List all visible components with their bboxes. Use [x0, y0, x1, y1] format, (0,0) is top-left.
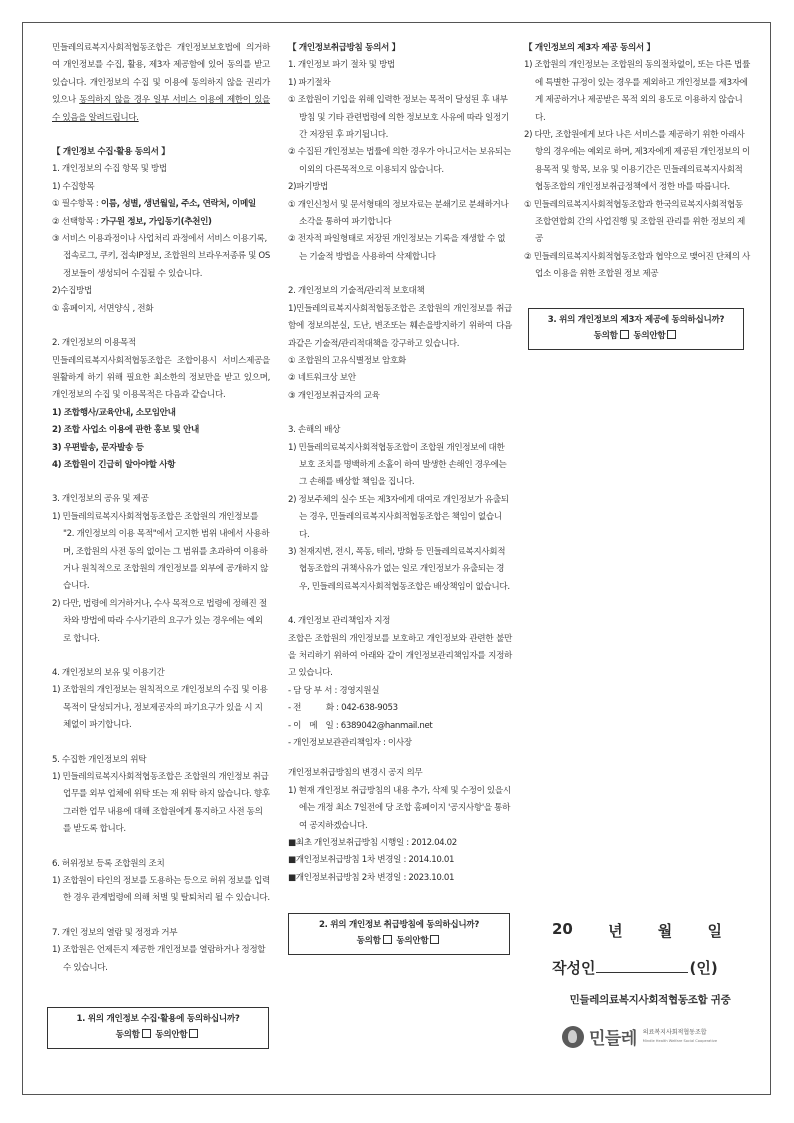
s1-title: 1. 개인정보의 수집 항목 및 방법	[52, 164, 167, 175]
disagree-checkbox[interactable]	[430, 935, 439, 944]
s2-title: 2. 개인정보의 이용목적	[52, 338, 136, 349]
issuer-line: 민들레의료복지사회적협동조합 귀중	[569, 994, 731, 1006]
notice-item: 1) 현재 개인정보 취급방침의 내용 추가, 삭제 및 수정이 있을시에는 개정 최소 7일전에 당 조합 홈페이지 '공지사항'을 통하여 공지하겠습니다.	[288, 785, 511, 831]
third-party-subitem: ② 민들레의료복지사회적협동조합과 협약으로 맺어진 단체의 사업소 이용을 위한 조합원 정보 제공	[524, 251, 751, 280]
consent-question: 3. 위의 개인정보의 제3자 제공에 동의하십니까?	[547, 315, 725, 325]
agree-label: 동의함	[356, 936, 381, 946]
logo-sub-en: Mindle Health Welfare Social Cooperative	[642, 1038, 718, 1043]
agree-label: 동의함	[115, 1030, 140, 1040]
p-s5-title: 개인정보취급방침의 변경시 공지 의무	[288, 768, 423, 779]
p-s1-sub2: 2)파기방법	[288, 182, 328, 193]
history-line: ■최초 개인정보취급방침 시행일 : 2012.04.02	[288, 838, 457, 849]
section-title-policy: 【 개인정보취급방침 동의서 】	[288, 43, 400, 53]
intro-text: 민들레의료복지사회적협동조합은 개인정보보호법에 의거하여 개인정보를 수집, 활용, 제3자 제공함에 있어 동의를 받고 있습니다. 개인정보의 수집 및 이용에 동의하지 않을 권리가 있으나 동의하지 않을 경우 일부 서비스 이용에 제한이 있을 수 있음을 알려드립니다.	[52, 43, 271, 123]
p-s4-title: 4. 개인정보 관리책임자 지정	[288, 616, 391, 627]
seal-label: (인)	[689, 959, 718, 977]
logo-name: 민들레	[589, 1029, 637, 1049]
optional-items: ② 선택항목 : 가구원 정보, 가입동기(추천인)	[52, 216, 212, 227]
third-party-item: 2) 다만, 조합원에게 보다 나은 서비스를 제공하기 위한 아래사항의 경우에는 예외로 하며, 제3자에게 제공된 개인정보의 이용목적 및 항목, 보유 및 이용기간은 민들레의료복지사회적협동조합의 개인정보취급정책에서 정한 바를 따릅니다.	[524, 130, 751, 193]
contact-line: - 전 화 : 042-638-9053	[288, 703, 398, 714]
consent-options	[48, 1027, 268, 1043]
dandelion-logo-icon	[562, 1026, 584, 1048]
safeguard-item: ① 조합원의 고유식별정보 암호화	[288, 355, 406, 366]
contact-line: - 담 당 부 서 : 경영지원실	[288, 685, 380, 696]
p-s4-body: 조합은 조합원의 개인정보를 보호하고 개인정보와 관련한 불만을 처리하기 위하여 아래와 같이 개인정보관리책임자를 지정하고 있습니다.	[288, 633, 512, 679]
day-label: 일	[707, 922, 722, 940]
consent-options	[529, 328, 743, 344]
date-line	[552, 920, 722, 941]
damages-item: 2) 정보주체의 실수 또는 제3자에게 대여로 개인정보가 유출되는 경우, 민들레의료복지사회적협동조합은 책임이 없습니다.	[288, 494, 509, 540]
consent-question: 2. 위의 개인정보 취급방침에 동의하십니까?	[318, 920, 480, 930]
s1-sub2: 2)수집방법	[52, 286, 92, 297]
proc-item: ① 조합원이 기입을 위해 입력한 정보는 목적이 달성된 후 내부 방침 및 기타 관련법령에 의한 정보보호 사유에 따라 일정기간 저장된 후 파기됩니다.	[288, 95, 509, 141]
contact-line: - 개인정보보관관리책임자 : 이사장	[288, 738, 412, 749]
purpose-item: 2) 조합 사업소 이용에 관한 홍보 및 안내	[52, 425, 199, 436]
disagree-label: 동의안함	[155, 1030, 188, 1040]
s1-sub1: 1) 수집항목	[52, 181, 95, 192]
s3-title: 3. 개인정보의 공유 및 제공	[52, 494, 149, 505]
logo-sub-ko: 의료복지사회적협동조합	[642, 1028, 707, 1036]
s2-body: 민들레의료복지사회적협동조합은 조합이용시 서비스제공을 원활하게 하기 위해 필요한 최소한의 정보만을 받고 있으며, 개인정보의 수집 및 이용목적은 다음과 같습니다.	[52, 355, 270, 401]
disagree-label: 동의안함	[396, 936, 429, 946]
year-prefix[interactable]: 20	[552, 920, 573, 938]
purpose-item: 4) 조합원이 긴급히 알아야할 사항	[52, 459, 176, 470]
contact-line: - 이 메 일 : 6389042@hanmail.net	[288, 720, 433, 731]
column-personal-info-collection	[52, 40, 270, 977]
intro-underlined: 동의하지 않을 경우 일부 서비스 이용에 제한이 있을 수 있음을 알려드립니다.	[52, 95, 271, 123]
s7-title: 7. 개인 정보의 열람 및 정정과 거부	[52, 927, 178, 938]
consent-box-collection	[47, 1007, 269, 1049]
logo-subtitle	[643, 1029, 717, 1045]
consent-box-third-party	[528, 308, 744, 350]
section-title-collection: 【 개인정보 수집·활용 동의서 】	[52, 147, 170, 158]
organization-logo	[562, 1024, 717, 1049]
signature-field[interactable]	[596, 958, 688, 973]
third-party-subitem: ① 민들레의료복지사회적협동조합과 한국의료복지사회적협동조합연합회 간의 사업진행 및 조합원 관리를 위한 정보의 제공	[524, 199, 745, 245]
s1-item3: ③ 서비스 이용과정이나 사업처리 과정에서 서비스 이용기록, 접속로그, 쿠키, 접속IP정보, 조합원의 브라우저종류 및 OS 정보들이 생성되어 수집될 수 있습니다.	[52, 234, 270, 279]
purpose-item: 3) 우편발송, 문자발송 등	[52, 442, 144, 453]
agree-checkbox[interactable]	[142, 1029, 151, 1038]
s6-item: 1) 조합원이 타인의 정보를 도용하는 등으로 허위 정보를 입력한 경우 관계법령에 의해 처벌 및 탈퇴처리 될 수 있습니다.	[52, 876, 271, 904]
third-party-item: 1) 조합원의 개인정보는 조합원의 동의절차없이, 또는 다른 법률에 특별한 규정이 있는 경우를 제외하고 개인정보를 제3자에게 제공하거나 제공받은 목적 외의 용도로 이용하지 않습니다.	[524, 60, 750, 123]
s5-title: 5. 수집한 개인정보의 위탁	[52, 754, 147, 765]
month-label: 월	[657, 922, 673, 940]
s4-item: 1) 조합원의 개인정보는 원칙적으로 개인정보의 수집 및 이용목적이 달성되거나, 정보제공자의 파기요구가 있을 시 지체없이 파기합니다.	[52, 685, 268, 731]
author-label: 작성인	[552, 959, 596, 977]
damages-item: 1) 민들레의료복지사회적협동조합이 조합원 개인정보에 대한 보호 조치를 명백하게 소홀이 하여 발생한 손해인 경우에는 그 손해를 배상할 책임을 집니다.	[288, 442, 507, 488]
column-third-party	[524, 40, 750, 284]
disagree-checkbox[interactable]	[667, 330, 676, 339]
p-s2-body: 1)민들레의료복지사회적협동조합은 조합원의 개인정보를 취급함에 정보의분실, 도난, 변조또는 훼손을방지하기 위하여 다음과같은 기술적/관리적대책을 강구하고 있습니다.	[288, 303, 512, 349]
s3-item: 2) 다만, 법령에 의거하거나, 수사 목적으로 법령에 정해진 절차와 방법에 따라 수사기관의 요구가 있는 경우에는 예외로 합니다.	[52, 598, 267, 644]
agree-checkbox[interactable]	[620, 330, 629, 339]
year-label: 년	[608, 922, 623, 940]
consent-question: 1. 위의 개인정보 수집·활용에 동의하십니까?	[76, 1014, 240, 1024]
agree-label: 동의함	[593, 331, 618, 341]
p-s2-title: 2. 개인정보의 기술적/관리적 보호대책	[288, 286, 425, 297]
p-s1-sub1: 1) 파기절차	[288, 77, 331, 88]
required-items: ① 필수항목 : 이름, 성별, 생년월일, 주소, 연락처, 이메일	[52, 199, 256, 210]
s7-item: 1) 조합원은 언제든지 제공한 개인정보를 열람하거나 정정할 수 있습니다.	[52, 945, 266, 973]
proc-item: ② 수집된 개인정보는 법률에 의한 경우가 아니고서는 보유되는 이외의 다른목적으로 이용되지 않습니다.	[288, 147, 511, 175]
history-line: ■개인정보취급방침 1차 변경일 : 2014.10.01	[288, 855, 455, 866]
s1-method: ① 홈페이지, 서면양식 , 전화	[52, 303, 154, 314]
method-item: ② 전자적 파일형태로 저장된 개인정보는 기록을 재생할 수 없는 기술적 방법을 사용하여 삭제합니다	[288, 234, 506, 262]
disagree-checkbox[interactable]	[189, 1029, 198, 1038]
p-s3-title: 3. 손해의 배상	[288, 425, 341, 436]
safeguard-item: ② 네트워크상 보안	[288, 373, 356, 384]
consent-box-policy	[288, 913, 510, 955]
disagree-label: 동의안함	[633, 331, 666, 341]
s5-item: 1) 민들레의료복지사회적협동조합은 조합원의 개인정보 취급업무를 외부 업체에 위탁 또는 재 위탁 하지 않습니다. 향후 그러한 업무 내용에 대해 조합원에게 통지하고 사전 동의를 받도록 합니다.	[52, 772, 270, 835]
method-item: ① 개인신청서 및 문서형태의 정보자료는 분쇄기로 분쇄하거나 소각을 통하여 파기합니다	[288, 199, 509, 228]
damages-item: 3) 천재지변, 전시, 폭동, 테러, 방화 등 민들레의료복지사회적협동조합의 귀책사유가 없는 일로 개인정보가 유출되는 경우, 민들레의료복지사회적협동조합은 배상책임이 없습니다.	[288, 546, 510, 592]
column-privacy-policy	[288, 40, 512, 887]
purpose-item: 1) 조합행사/교육안내, 소모임안내	[52, 407, 176, 418]
safeguard-item: ③ 개인정보취급자의 교육	[288, 390, 380, 401]
history-line: ■개인정보취급방침 2차 변경일 : 2023.10.01	[288, 872, 455, 883]
p-s1-title: 1. 개인정보 파기 절차 및 방법	[288, 60, 395, 71]
s3-item: 1) 민들레의료복지사회적협동조합은 조합원의 개인정보를 "2. 개인정보의 이용 목적"에서 고지한 범위 내에서 사용하며, 조합원의 사전 동의 없이는 그 범위를 초과하여 이용하거나 원칙적으로 조합원의 개인정보를 외부에 공개하지 않습니다.	[52, 511, 270, 592]
section-title-third-party: 【 개인정보의 제3자 제공 동의서 】	[524, 43, 655, 53]
agree-checkbox[interactable]	[383, 935, 392, 944]
s4-title: 4. 개인정보의 보유 및 이용기간	[52, 668, 165, 678]
s6-title: 6. 허위정보 등록 조합원의 조치	[52, 858, 165, 869]
consent-options	[289, 933, 509, 949]
author-line	[552, 957, 718, 978]
